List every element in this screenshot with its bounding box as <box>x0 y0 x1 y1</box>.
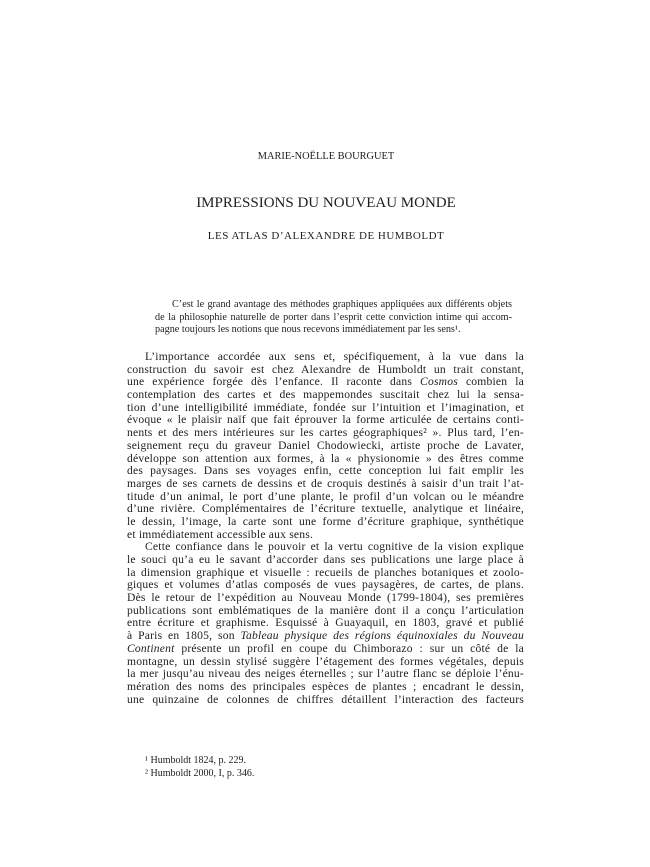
body-line: développe son attention aux formes, à la « physionomie » des êtres comme <box>127 451 524 465</box>
body-line: Cette confiance dans le pouvoir et la vertu cognitive de la vision explique <box>145 540 524 554</box>
footnotes <box>145 754 525 780</box>
body-line: montagne, un dessin stylisé suggère l’étagement des formes végétales, depuis <box>127 654 524 668</box>
article-subtitle: LES ATLAS D’ALEXANDRE DE HUMBOLDT <box>207 230 445 242</box>
body-line: des paysages. Dans ses voyages enfin, cette conception lui fait emplir les <box>127 464 524 478</box>
italic-title: Cosmos <box>420 375 458 389</box>
body-line-segment: une expérience forgée dès l’enfance. Il raconte dans <box>127 375 421 389</box>
epigraph-line: pagne toujours les notions que nous recevons immédiatement par les sens¹. <box>155 324 461 336</box>
body-line: entre écriture et graphisme. Esquissé à Guayaquil, en 1803, gravé et publié <box>127 616 524 630</box>
epigraph <box>155 299 512 337</box>
body-line: construction du savoir est chez Alexandre de Humboldt un trait constant, <box>127 362 524 376</box>
body-line: le dessin, l’image, la carte sont une forme d’écriture graphique, synthétique <box>127 514 524 528</box>
body-line: nents et des mers intérieures sur les cartes géographiques² ». Plus tard, l’en- <box>127 426 524 440</box>
body-line: seignement reçu du graveur Daniel Chodowiecki, artiste proche de Lavater, <box>127 438 524 452</box>
body-line-segment: présente un profil en coupe du Chimborazo : sur un côté de la <box>174 641 524 655</box>
body-line: titude d’un animal, le port d’une plante, le profil d’un volcan ou le méandre <box>127 489 524 503</box>
body-paragraph <box>127 351 524 541</box>
body-line: la dimension graphique et visuelle : recueils de planches botaniques et zoolo- <box>127 565 524 579</box>
italic-title: Tableau physique des régions équinoxiales du Nouveau <box>240 629 524 643</box>
body-text <box>127 351 524 706</box>
body-line: Dès le retour de l’expédition au Nouveau Monde (1799-1804), ses premières <box>127 591 524 605</box>
body-line: une quinzaine de colonnes de chiffres détaillent l’interaction des facteurs <box>127 692 524 706</box>
body-line: tion d’une intelligibilité immédiate, fondée sur l’intuition et l’imagination, et <box>127 400 524 414</box>
body-line: mération des noms des principales espèces de plantes ; encadrant le dessin, <box>127 679 524 693</box>
body-line: L’importance accordée aux sens et, spécifiquement, à la vue dans la <box>145 350 524 363</box>
italic-title: Continent <box>127 641 175 655</box>
footnote: ¹ Humboldt 1824, p. 229. <box>145 755 247 766</box>
body-line: évoque « le plaisir naïf que fait éprouver la forme articulée de certains conti- <box>127 413 524 427</box>
epigraph-line: C’est le grand avantage des méthodes graphiques appliquées aux différents objets <box>172 299 512 310</box>
body-line: d’une rivière. Complémentaires de l’écriture textuelle, analytique et linéaire, <box>127 502 524 516</box>
body-line: marges de ses carnets de dessins et de croquis destinés à saisir d’un trait l’at- <box>127 476 524 490</box>
body-paragraph <box>127 541 524 706</box>
author-name: MARIE-NOËLLE BOURGUET <box>257 151 395 162</box>
body-line-segment: à Paris en 1805, son <box>127 629 241 643</box>
body-line <box>127 643 524 656</box>
body-line: contemplation des cartes et des mappemondes suscitait chez lui la sensa- <box>127 388 524 402</box>
body-line: giques et volumes d’atlas composés de vues paysagères, de cartes, de plans. <box>127 578 524 592</box>
body-line: publications sont emblématiques de la manière dont il a conçu l’articulation <box>127 603 524 617</box>
body-line: et immédiatement accessible aux sens. <box>127 527 314 541</box>
footnote: ² Humboldt 2000, I, p. 346. <box>145 768 255 779</box>
body-line-segment: combien la <box>457 375 524 389</box>
article-title: IMPRESSIONS DU NOUVEAU MONDE <box>196 195 456 211</box>
body-line: le souci qu’a eu le savant d’accorder dans ses publications une large place à <box>127 553 524 566</box>
body-line: la mer jusqu’au niveau des neiges éternelles ; sur l’autre flanc se déploie l’énu- <box>127 667 524 681</box>
epigraph-line: de la philosophie naturelle de porter dans l’esprit cette conviction intime qui accom- <box>155 311 512 323</box>
